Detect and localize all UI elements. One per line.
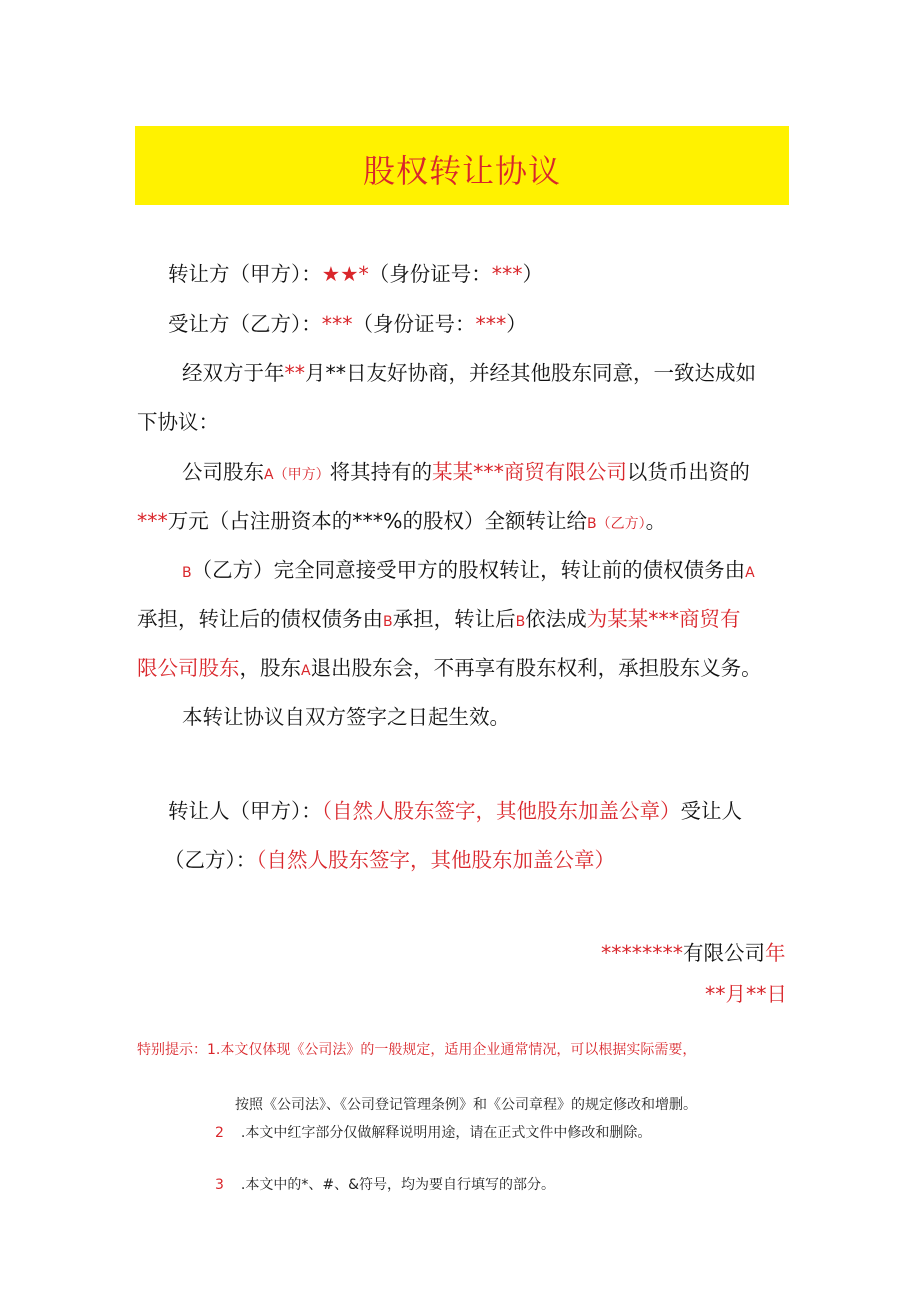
- footer-year: 年: [765, 941, 786, 965]
- para4-effective-clause: 本转让协议自双方签字之日起生效。: [182, 705, 510, 729]
- transferor-label: 转让方（甲方）：: [168, 262, 322, 286]
- transferee-id-close: ）: [506, 312, 527, 336]
- para2-period: 。: [645, 509, 667, 533]
- party-b-mark: B: [182, 565, 192, 581]
- company-shareholder-text: 限公司股东: [137, 656, 240, 680]
- para3-line3: [137, 654, 762, 685]
- company-suffix: 有限公司: [683, 941, 765, 965]
- para3-text-d: 承担，转让后的债权债务由: [137, 607, 383, 631]
- signature-line2: [164, 846, 615, 874]
- transferor-id-close: ）: [522, 262, 544, 286]
- transferor-id-open: （身份证号：: [368, 262, 492, 286]
- notice-2-number: 2: [215, 1125, 224, 1141]
- transferee-signature-label: 受让人: [680, 799, 742, 823]
- transferee-name: ***: [321, 312, 353, 336]
- para1-line2: 下协议：: [137, 410, 219, 434]
- footer-date: **月**日: [705, 982, 787, 1006]
- para1-line1: [182, 359, 756, 387]
- special-notice-1: 特别提示：1.本文仅体现《公司法》的一般规定，适用企业通常情况，可以根据实际需要，: [137, 1042, 697, 1058]
- amount-placeholder: ***: [137, 509, 168, 533]
- para3-text-m: 退出股东会，不再享有股东权利，承担股东义务。: [310, 656, 762, 680]
- company-name-placeholder: 某某***商贸有限公司: [432, 460, 627, 484]
- para3-text-h: 依法成: [525, 607, 587, 631]
- para2-line2: [137, 507, 666, 538]
- transferor-name: ★★*: [321, 262, 369, 286]
- para2-text-e: 以货币出资的: [626, 460, 750, 484]
- party-a-tag: A（甲方）: [264, 467, 330, 483]
- transferee-id-open: （身份证号：: [352, 312, 476, 336]
- footer-company: [601, 939, 786, 967]
- transferor-id: ***: [491, 262, 523, 286]
- para3-text-k: ，股东: [239, 656, 301, 680]
- para3-line1: [182, 556, 755, 587]
- company-name-placeholder-2: 为某某***商贸有: [586, 607, 741, 631]
- party-a-mark-2: A: [301, 663, 311, 679]
- para2-text-c: 将其持有的: [329, 460, 433, 484]
- title-banner: [135, 126, 789, 205]
- page-title: 股权转让协议: [362, 152, 561, 190]
- para3-text-f: 承担，转让后: [392, 607, 516, 631]
- para1-text-c: 月**日友好协商，并经其他股东同意，一致达成如: [305, 361, 756, 385]
- transferee-line: [168, 310, 527, 338]
- para2-text-a: 公司股东: [182, 460, 264, 484]
- para3-text-b: （乙方）完全同意接受甲方的股权转让，转让前的债权债务由: [191, 558, 746, 582]
- company-placeholder-stars: ********: [601, 941, 683, 965]
- para1-text-a: 经双方于年: [182, 361, 285, 385]
- signature-line1: [168, 797, 742, 825]
- notice-3-number: 3: [215, 1177, 224, 1193]
- para2-line1: [182, 458, 750, 489]
- transferee-signature-label-2: （乙方）：: [164, 848, 257, 872]
- transferee-label: 受让方（乙方）：: [168, 312, 322, 336]
- transferee-id: ***: [475, 312, 507, 336]
- para3-line2: [137, 605, 740, 636]
- transferee-signature-hint: （自然人股东签字，其他股东加盖公章）: [256, 848, 615, 872]
- party-b-mark-2: B: [383, 614, 393, 630]
- notice-2-text: .本文中红字部分仅做解释说明用途，请在正式文件中修改和删除。: [240, 1125, 652, 1141]
- party-b-mark-3: B: [515, 614, 526, 630]
- para1-month-placeholder: **: [284, 361, 305, 385]
- special-notice-1-continued: 按照《公司法》、《公司登记管理条例》和《公司章程》的规定修改和增删。: [235, 1097, 697, 1113]
- transferor-signature-label: 转让人（甲方）：: [168, 799, 322, 823]
- party-b-tag: B（乙方）: [586, 516, 646, 532]
- special-notice-2: [215, 1123, 651, 1143]
- notice-3-text: .本文中的*、#、&符号，均为要自行填写的部分。: [240, 1177, 556, 1193]
- special-notice-3: [215, 1175, 555, 1195]
- para2-text-g: 万元（占注册资本的***%的股权）全额转让给: [167, 509, 587, 533]
- transferor-line: [168, 260, 543, 288]
- party-a-mark: A: [745, 565, 755, 581]
- transferor-signature-hint: （自然人股东签字，其他股东加盖公章）: [321, 799, 681, 823]
